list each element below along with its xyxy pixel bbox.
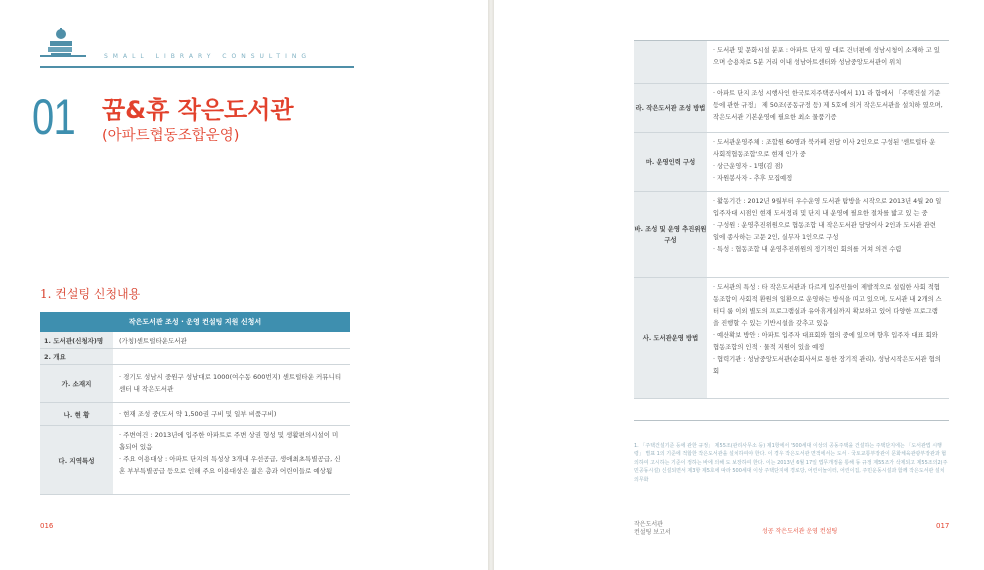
row-label	[634, 41, 707, 83]
chapter-number: 01	[32, 89, 75, 145]
list-item: · 상근운영자 - 1명(김 점)	[713, 163, 783, 170]
page-subtitle: (아파트협동조합운영)	[102, 128, 240, 144]
list-item: · 주요 이용대상 : 아파트 단지의 특성상 3개내 우선공급, 생애최초특별공급, 신 혼 부부특별공급 등으로 인해 주요 이용대상은 젊은 층과 어린이들로 예상됨	[119, 455, 341, 475]
list-item: · 도서관 및 문화시설 분포 : 아파트 단지 옆 대로 건너편에 성남시청이 소재하 고 있으며 승용차로 5분 거리 이내 성남아트센터와 성남중앙도서관이 위치	[713, 47, 940, 66]
table-row	[634, 278, 949, 399]
row-value	[707, 133, 949, 191]
row-label: 다. 지역특성	[40, 426, 113, 494]
list-item: · 특성 : 협동조합 내 운영추진위원의 정기적인 회의를 거쳐 의견 수렴	[713, 246, 902, 253]
row-label: 2. 개요	[40, 349, 113, 364]
row-value: (가칭)센트럴타운도서관	[119, 337, 187, 345]
row-value: · 현재 조성 중(도서 약 1,500권 구비 및 일부 비품구비)	[119, 410, 277, 418]
table-caption: 작은도서관 조성 · 운영 컨설팅 지원 신청서	[40, 312, 350, 332]
row-label: 바. 조성 및 운영 추진위원 구성	[634, 192, 707, 277]
header-label: SMALL LIBRARY CONSULTING	[104, 53, 311, 60]
page-number-left: 016	[40, 522, 54, 530]
row-value	[113, 426, 350, 494]
table-row	[40, 349, 350, 365]
table-row	[40, 403, 350, 426]
list-item: · 도서관운영주체 : 조합원 60명과 북카페 전담 이사 2인으로 구성된 '센트럴타 운 사회적협동조합'으로 현재 인가 중	[713, 139, 936, 158]
application-table	[40, 312, 350, 495]
footer-series-title: 성공 작은도서관 운영 컨설팅	[762, 528, 838, 535]
page-title: 꿈&휴 작은도서관	[102, 96, 294, 124]
footnote: 1. 「주택건설기준 등에 관한 규정」 제55조(관리사무소 등) 제1항에서 '500세대 이상의 공동주택을 건설하는 주택단지에는 「도서관법 시행령」 별표 1의 기준에 적합한 작은도서관을 설치하여야 한다. 이 경우 작은도서관 면적에서는 도서 · 국토교통부장관이 문화체육관광부장관과 협의하여 고시하는 기준이 정하는 바에 의해 도 보장하여 한다. 이는 2013년 6월 17일 법무개정을 통해 동 규정 제55조가 삭제되고 제55조의2(주민공동시설) 신설되면서 제3항 제5호에 따라 500세대 이상 주택단지에 경로당, 어린이놀이터, 어린이집, 주민운동시설과 함께 작은도서관 설치 의무화	[634, 443, 948, 483]
row-value	[113, 349, 350, 364]
list-item: · 예산확보 방안 : 아파트 입주자 대표회와 협의 중에 있으며 향후 입주자 대표 회와 협동조합의 인적 · 물적 지원이 있을 예정	[713, 332, 938, 351]
row-label: 마. 운영인력 구성	[634, 133, 707, 191]
row-value	[707, 41, 949, 83]
row-value	[707, 278, 949, 398]
list-item: · 도서관의 특성 : 타 작은도서관과 다르게 입주민들이 제발적으로 설립한 사회 적협동조합이 사회적 환원의 일환으로 운영하는 방식을 띠고 있으며, 도서관 내 2개의 스터디 룸 이외 별도의 프로그램실과 유아휴게실까지 확보하고 있어 다양한 프로그램을 진행할 수 있는 기반시설을 갖추고 있음	[713, 284, 942, 327]
footnote-divider	[634, 420, 949, 421]
table-row	[634, 84, 949, 133]
list-item: · 아파트 단지 조성 시행사인 한국토지주택공사에서 1)1 라 함에서 「주택건설 기준 등에 관한 규정」 제 50조(공동규정 등) 제 5호에 의거 작은도서관을 설치하 였으며, 작은도서관 기본운영에 필요한 최소 물품기증	[713, 90, 943, 121]
table-row	[40, 426, 350, 495]
list-item: · 자원봉사자 - 추후 모집예정	[713, 175, 793, 182]
footer-line: 컨설팅 보고서	[634, 529, 671, 536]
list-item: · 주변여건 : 2013년에 입주한 아파트로 주변 상권 형성 및 생활편의시설이 미 흡되어 있음	[119, 431, 339, 451]
details-table	[634, 40, 949, 399]
list-item: · 구성원 : 운영추진위원으로 협동조합 내 작은도서관 담당이사 2인과 도서관 관련 일에 종사하는 고문 2인, 실무자 1인으로 구성	[713, 222, 936, 241]
footer-line: 작은도서관	[634, 521, 663, 528]
row-value	[707, 192, 949, 277]
row-label: 라. 작은도서관 조성 방법	[634, 84, 707, 132]
table-row	[40, 332, 350, 349]
table-row	[40, 365, 350, 403]
section-title: 1. 컨설팅 신청내용	[40, 287, 141, 301]
table-row	[634, 133, 949, 192]
row-label: 사. 도서관운영 방법	[634, 278, 707, 398]
header-rule-short	[40, 55, 86, 57]
footer-publication	[634, 521, 671, 537]
table-row	[634, 192, 949, 278]
page-number-right: 017	[936, 522, 950, 530]
row-label: 나. 현 황	[40, 403, 113, 425]
list-item: · 협력기관 : 성남중앙도서관(순회사서로 통한 장기적 관리), 성남시작은도서관 협의회	[713, 356, 941, 375]
row-label: 가. 소재지	[40, 365, 113, 402]
table-row	[634, 41, 949, 84]
row-value	[707, 84, 949, 132]
header-rule	[40, 66, 354, 68]
row-value: · 경기도 성남시 중원구 성남대로 1000(여수동 600번지) 센트럴타운 커뮤니티 센터 내 작은도서관	[119, 373, 342, 393]
row-label: 1. 도서관(신청자)명	[40, 332, 113, 348]
list-item: · 활동기간 : 2012년 9월부터 우수운영 도서관 탐방을 시작으로 2013년 4월 20 일 입주자대 시점인 현재 도서정리 및 단지 내 운영에 필요한 절차를 밟고 있 는 중	[713, 198, 942, 217]
